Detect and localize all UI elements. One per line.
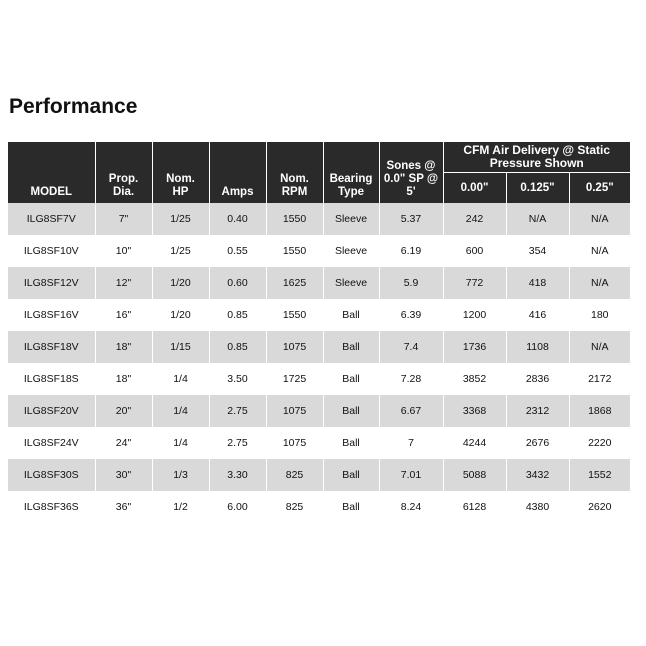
cell-cfm-25: 1552 xyxy=(569,459,630,491)
cell-prop-dia: 18" xyxy=(95,331,152,363)
cell-model: ILG8SF20V xyxy=(8,395,95,427)
cell-amps: 0.85 xyxy=(209,299,266,331)
cell-cfm-0: 4244 xyxy=(443,427,506,459)
table-row xyxy=(8,491,630,523)
header-amps: Amps xyxy=(209,142,266,203)
table-row xyxy=(8,427,630,459)
cell-model: ILG8SF18S xyxy=(8,363,95,395)
cell-sones: 8.24 xyxy=(379,491,443,523)
cell-bearing-type: Ball xyxy=(323,299,379,331)
header-nom-rpm xyxy=(266,142,323,203)
cell-nom-rpm: 1075 xyxy=(266,395,323,427)
table-row xyxy=(8,459,630,491)
cell-nom-rpm: 1550 xyxy=(266,203,323,235)
cell-sones: 5.9 xyxy=(379,267,443,299)
cell-sones: 7 xyxy=(379,427,443,459)
cell-sones: 6.19 xyxy=(379,235,443,267)
cell-nom-hp: 1/2 xyxy=(152,491,209,523)
table-row xyxy=(8,363,630,395)
cell-prop-dia: 18" xyxy=(95,363,152,395)
cell-nom-rpm: 1075 xyxy=(266,331,323,363)
cell-cfm-0: 3852 xyxy=(443,363,506,395)
cell-nom-rpm: 1550 xyxy=(266,299,323,331)
cell-cfm-25: 1868 xyxy=(569,395,630,427)
cell-amps: 6.00 xyxy=(209,491,266,523)
cell-prop-dia: 36" xyxy=(95,491,152,523)
cell-model: ILG8SF36S xyxy=(8,491,95,523)
header-nom-rpm-line1: Nom. xyxy=(280,173,309,185)
cell-nom-rpm: 1725 xyxy=(266,363,323,395)
header-bearing-type-line1: Bearing xyxy=(329,173,373,185)
cell-cfm-125: 3432 xyxy=(506,459,569,491)
cell-cfm-0: 1736 xyxy=(443,331,506,363)
header-nom-hp-line1: Nom. xyxy=(166,173,195,185)
header-model: MODEL xyxy=(8,142,95,203)
header-prop-dia xyxy=(95,142,152,203)
header-nom-hp xyxy=(152,142,209,203)
cell-nom-hp: 1/25 xyxy=(152,235,209,267)
header-cfm-25: 0.25" xyxy=(569,173,630,204)
cell-cfm-0: 1200 xyxy=(443,299,506,331)
cell-amps: 2.75 xyxy=(209,427,266,459)
cell-sones: 5.37 xyxy=(379,203,443,235)
cell-cfm-125: 2312 xyxy=(506,395,569,427)
table-row xyxy=(8,235,630,267)
cell-cfm-0: 6128 xyxy=(443,491,506,523)
cell-cfm-25: N/A xyxy=(569,203,630,235)
cell-prop-dia: 10" xyxy=(95,235,152,267)
header-prop-dia-line2: Dia. xyxy=(112,186,135,198)
table-row xyxy=(8,203,630,235)
table-row xyxy=(8,299,630,331)
cell-model: ILG8SF30S xyxy=(8,459,95,491)
header-cfm-0: 0.00" xyxy=(443,173,506,204)
cell-cfm-25: N/A xyxy=(569,235,630,267)
cell-cfm-125: 4380 xyxy=(506,491,569,523)
header-sones-line2: 0.0" SP @ xyxy=(383,173,439,185)
cell-cfm-25: N/A xyxy=(569,267,630,299)
cell-prop-dia: 30" xyxy=(95,459,152,491)
cell-model: ILG8SF10V xyxy=(8,235,95,267)
cell-cfm-125: 1108 xyxy=(506,331,569,363)
header-bearing-type xyxy=(323,142,379,203)
header-sones-line3: 5' xyxy=(406,186,416,198)
cell-cfm-125: 416 xyxy=(506,299,569,331)
cell-nom-rpm: 1550 xyxy=(266,235,323,267)
cell-nom-hp: 1/3 xyxy=(152,459,209,491)
table-row xyxy=(8,267,630,299)
cell-cfm-0: 772 xyxy=(443,267,506,299)
cell-prop-dia: 16" xyxy=(95,299,152,331)
performance-table xyxy=(8,142,630,523)
cell-cfm-25: 2220 xyxy=(569,427,630,459)
header-cfm-group-line2: Pressure Shown xyxy=(489,156,584,170)
cell-nom-hp: 1/4 xyxy=(152,363,209,395)
cell-cfm-0: 5088 xyxy=(443,459,506,491)
header-bearing-type-line2: Type xyxy=(338,186,364,198)
cell-amps: 3.30 xyxy=(209,459,266,491)
cell-prop-dia: 12" xyxy=(95,267,152,299)
cell-bearing-type: Sleeve xyxy=(323,235,379,267)
cell-bearing-type: Ball xyxy=(323,491,379,523)
cell-nom-hp: 1/4 xyxy=(152,395,209,427)
cell-cfm-125: N/A xyxy=(506,203,569,235)
cell-nom-hp: 1/15 xyxy=(152,331,209,363)
cell-amps: 3.50 xyxy=(209,363,266,395)
cell-model: ILG8SF16V xyxy=(8,299,95,331)
header-cfm-group xyxy=(443,142,630,173)
cell-cfm-25: 2620 xyxy=(569,491,630,523)
cell-cfm-0: 3368 xyxy=(443,395,506,427)
cell-nom-rpm: 1075 xyxy=(266,427,323,459)
cell-model: ILG8SF12V xyxy=(8,267,95,299)
cell-cfm-25: 180 xyxy=(569,299,630,331)
cell-amps: 2.75 xyxy=(209,395,266,427)
cell-amps: 0.55 xyxy=(209,235,266,267)
cell-prop-dia: 7" xyxy=(95,203,152,235)
header-cfm-125: 0.125" xyxy=(506,173,569,204)
cell-nom-hp: 1/4 xyxy=(152,427,209,459)
cell-sones: 6.67 xyxy=(379,395,443,427)
cell-nom-hp: 1/25 xyxy=(152,203,209,235)
cell-bearing-type: Sleeve xyxy=(323,203,379,235)
table-body xyxy=(8,203,630,523)
cell-amps: 0.60 xyxy=(209,267,266,299)
cell-cfm-25: 2172 xyxy=(569,363,630,395)
cell-sones: 6.39 xyxy=(379,299,443,331)
cell-model: ILG8SF18V xyxy=(8,331,95,363)
header-nom-rpm-line2: RPM xyxy=(281,186,308,198)
header-sones xyxy=(379,142,443,203)
cell-nom-hp: 1/20 xyxy=(152,299,209,331)
cell-prop-dia: 24" xyxy=(95,427,152,459)
cell-prop-dia: 20" xyxy=(95,395,152,427)
cell-amps: 0.85 xyxy=(209,331,266,363)
cell-nom-rpm: 825 xyxy=(266,491,323,523)
header-sones-line1: Sones @ xyxy=(386,160,436,172)
header-prop-dia-line1: Prop. xyxy=(108,173,139,185)
cell-model: ILG8SF7V xyxy=(8,203,95,235)
cell-cfm-0: 242 xyxy=(443,203,506,235)
cell-bearing-type: Ball xyxy=(323,331,379,363)
cell-cfm-125: 418 xyxy=(506,267,569,299)
page-title: Performance xyxy=(9,95,138,118)
header-nom-hp-line2: HP xyxy=(172,186,189,198)
cell-sones: 7.4 xyxy=(379,331,443,363)
cell-cfm-25: N/A xyxy=(569,331,630,363)
cell-nom-rpm: 1625 xyxy=(266,267,323,299)
cell-bearing-type: Ball xyxy=(323,363,379,395)
table-row xyxy=(8,395,630,427)
cell-bearing-type: Sleeve xyxy=(323,267,379,299)
cell-cfm-125: 2676 xyxy=(506,427,569,459)
cell-sones: 7.01 xyxy=(379,459,443,491)
cell-sones: 7.28 xyxy=(379,363,443,395)
cell-model: ILG8SF24V xyxy=(8,427,95,459)
table-row xyxy=(8,331,630,363)
cell-nom-hp: 1/20 xyxy=(152,267,209,299)
header-cfm-group-line1: CFM Air Delivery @ Static xyxy=(463,143,611,157)
cell-cfm-0: 600 xyxy=(443,235,506,267)
cell-amps: 0.40 xyxy=(209,203,266,235)
cell-bearing-type: Ball xyxy=(323,395,379,427)
cell-bearing-type: Ball xyxy=(323,427,379,459)
cell-cfm-125: 2836 xyxy=(506,363,569,395)
cell-cfm-125: 354 xyxy=(506,235,569,267)
cell-nom-rpm: 825 xyxy=(266,459,323,491)
cell-bearing-type: Ball xyxy=(323,459,379,491)
